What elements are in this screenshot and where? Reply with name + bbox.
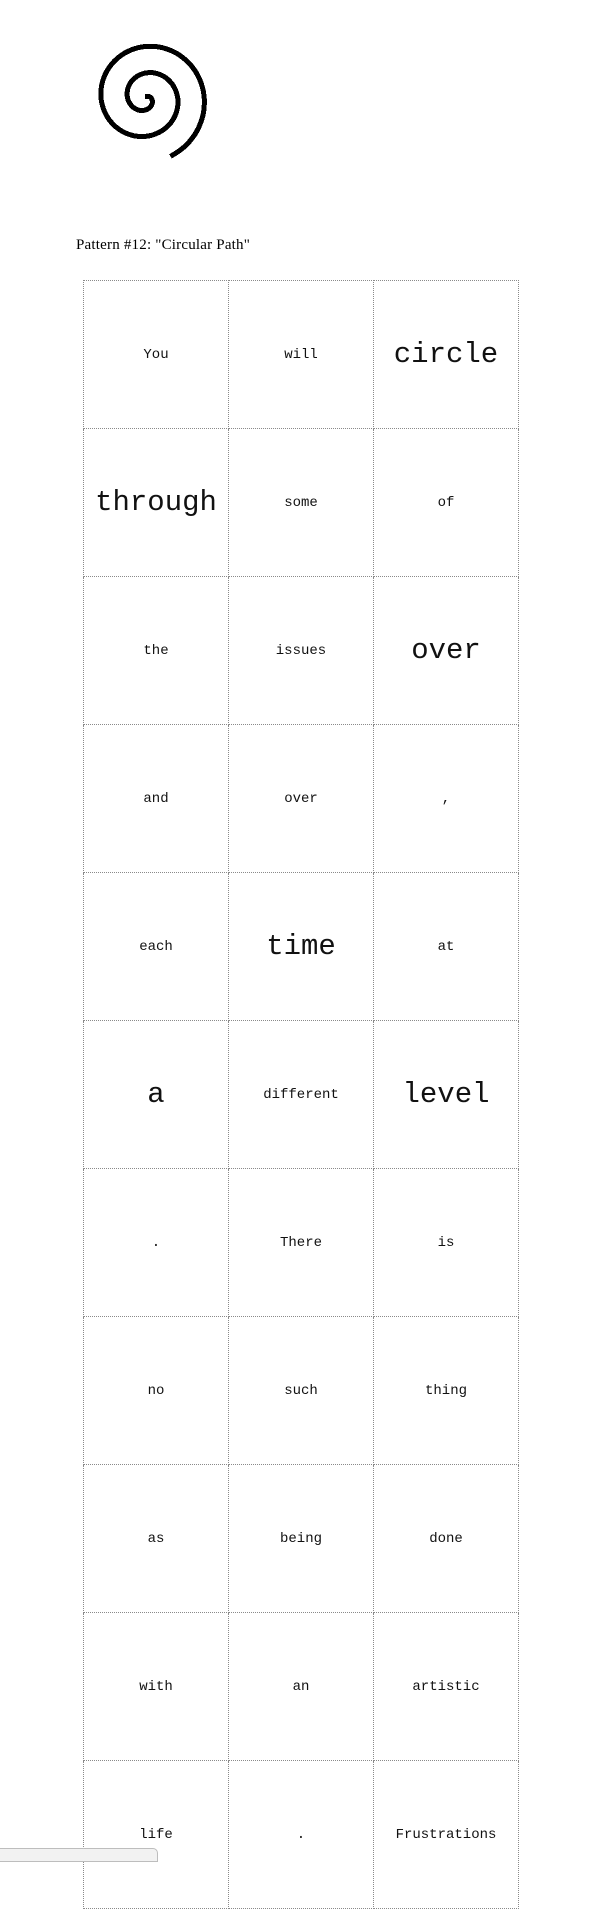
word-cell: such — [229, 1317, 374, 1465]
word-cell: life — [84, 1761, 229, 1909]
word-cell: Frustrations — [374, 1761, 519, 1909]
spiral-path — [101, 46, 204, 155]
word-cell: and — [84, 725, 229, 873]
word-cell: as — [84, 1465, 229, 1613]
table-row — [84, 1021, 519, 1169]
word-cell: . — [229, 1761, 374, 1909]
word-cell: different — [229, 1021, 374, 1169]
table-row — [84, 429, 519, 577]
table-row — [84, 725, 519, 873]
word-cell: thing — [374, 1317, 519, 1465]
word-cell: done — [374, 1465, 519, 1613]
word-grid-body — [84, 281, 519, 1909]
word-cell: over — [374, 577, 519, 725]
page-title: Pattern #12: "Circular Path" — [76, 237, 251, 253]
word-cell: being — [229, 1465, 374, 1613]
table-row — [84, 873, 519, 1021]
table-row — [84, 281, 519, 429]
word-cell: through — [84, 429, 229, 577]
word-grid — [83, 280, 519, 1909]
table-row — [84, 1613, 519, 1761]
word-cell: no — [84, 1317, 229, 1465]
word-cell: issues — [229, 577, 374, 725]
word-cell: the — [84, 577, 229, 725]
table-row — [84, 1465, 519, 1613]
word-cell: of — [374, 429, 519, 577]
word-cell: artistic — [374, 1613, 519, 1761]
table-row — [84, 1761, 519, 1909]
word-cell: circle — [374, 281, 519, 429]
word-cell: . — [84, 1169, 229, 1317]
word-cell: will — [229, 281, 374, 429]
word-cell: some — [229, 429, 374, 577]
word-cell: at — [374, 873, 519, 1021]
table-row — [84, 1169, 519, 1317]
word-cell: over — [229, 725, 374, 873]
word-cell: time — [229, 873, 374, 1021]
word-cell: with — [84, 1613, 229, 1761]
table-row — [84, 577, 519, 725]
word-cell: level — [374, 1021, 519, 1169]
word-cell: a — [84, 1021, 229, 1169]
word-cell: There — [229, 1169, 374, 1317]
word-cell: , — [374, 725, 519, 873]
word-cell: You — [84, 281, 229, 429]
word-cell: is — [374, 1169, 519, 1317]
word-cell: each — [84, 873, 229, 1021]
table-row — [84, 1317, 519, 1465]
browser-status-bubble — [0, 1848, 158, 1862]
word-cell: an — [229, 1613, 374, 1761]
spiral-icon — [80, 36, 220, 164]
